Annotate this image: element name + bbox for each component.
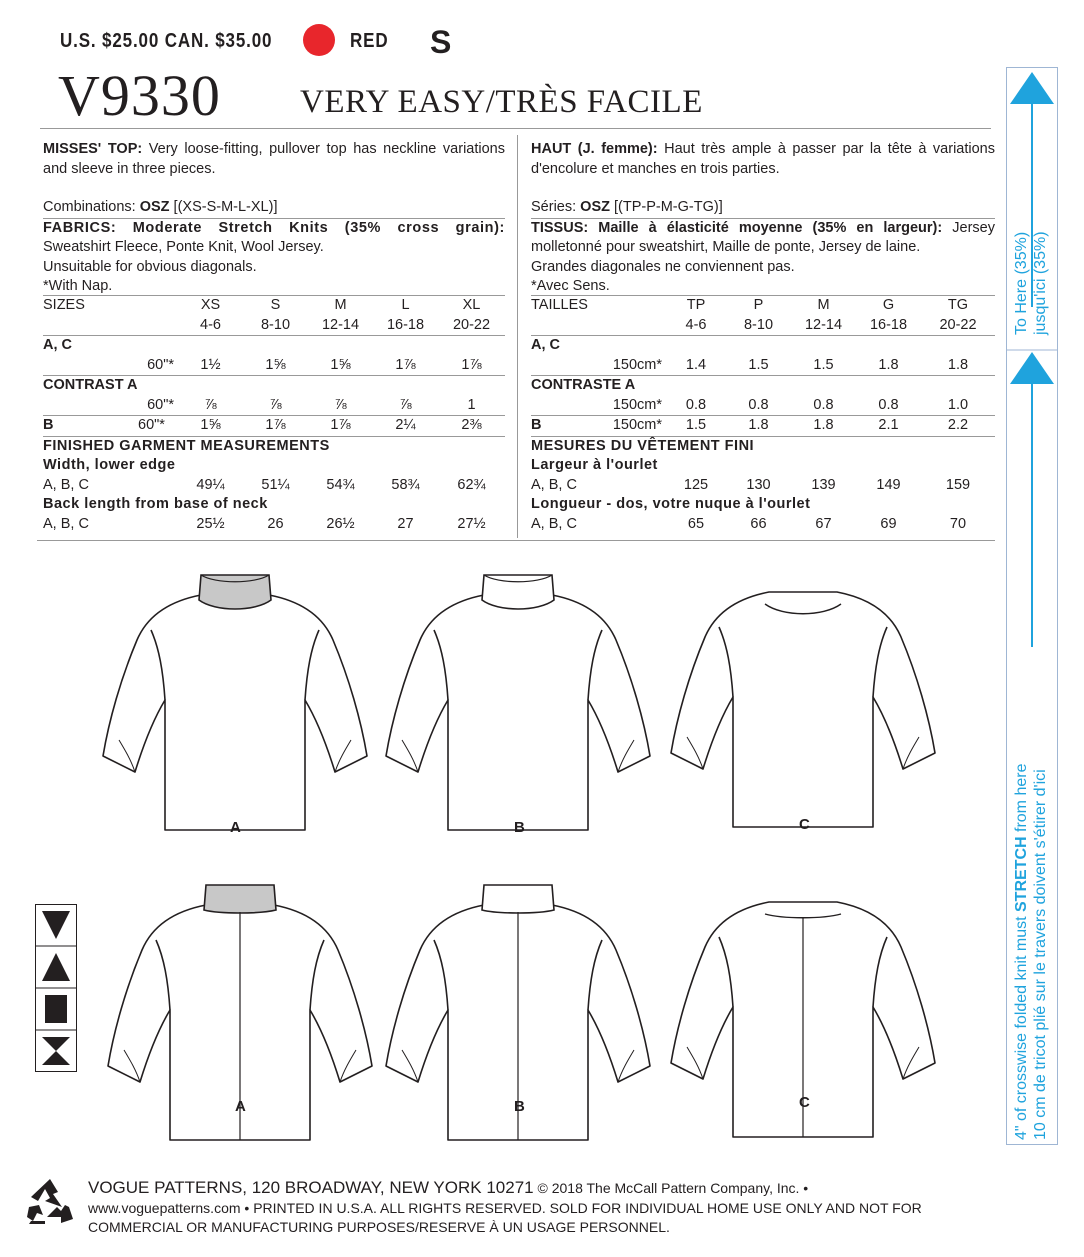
view-b-front xyxy=(386,575,650,830)
english-yardage-table: SIZES XS S M L XL 4-6 8-10 12-14 16-18 20-22 A, C 60"* 1½ 1⅝ 1⅝ 1⅞ 1⅞ CONTRAST A 60"* ⅞ ⅞ ⅞ ⅞ 1 B 60"* 1⅝ 1⅞ 1⅞ 2¼ 2⅜ FINISHED GARMENT MEASUREMENTS Width, lower edge A, B, C 49¼ 51¼ 54¾ 58¾ 62¾ Back length from base of neck A, B, C 25½ 26 26½ 27 27½ xyxy=(43,295,505,534)
view-label-b-back: B xyxy=(514,1098,525,1115)
symbol-key xyxy=(35,904,77,1072)
french-column xyxy=(531,140,995,297)
to-here-french: jusqu'ici (35%) xyxy=(1032,231,1049,335)
arrow-up-icon xyxy=(1010,352,1054,384)
pattern-number: V9330 xyxy=(58,63,221,128)
french-fabrics: TISSUS: Maille à élasticité moyenne (35% en largeur): Jersey molletonné pour sweatshirt, Maille de ponte, Jersey de laine. xyxy=(531,219,995,255)
french-unsuitable: Grandes diagonales ne conviennent pas. xyxy=(531,258,795,275)
english-fabrics: FABRICS: Moderate Stretch Knits (35% cross grain): Sweatshirt Fleece, Ponte Knit, Wool Jersey. xyxy=(43,219,505,255)
difficulty-label: VERY EASY/TRÈS FACILE xyxy=(300,84,703,120)
color-swatch xyxy=(303,24,335,56)
view-label-b-front: B xyxy=(514,819,525,836)
color-label: RED xyxy=(350,30,389,52)
recycle-icon xyxy=(25,1177,75,1225)
french-description: HAUT (J. femme): Haut très ample à passer par la tête à variations d'encolure et manches en trois parties. xyxy=(531,141,995,177)
table-bottom-rule xyxy=(37,540,995,541)
stretch-instruction-english: 4" of crosswise folded knit must STRETCH from here xyxy=(1013,763,1030,1140)
view-label-c-back: C xyxy=(799,1094,810,1111)
english-nap: *With Nap. xyxy=(43,278,113,294)
footer-line-2: www.voguepatterns.com • PRINTED IN U.S.A. ALL RIGHTS RESERVED. SOLD FOR INDIVIDUAL HOME USE ONLY AND NOT FOR xyxy=(88,1200,922,1216)
english-unsuitable: Unsuitable for obvious diagonals. xyxy=(43,258,257,275)
view-a-front xyxy=(103,575,367,830)
footer-line-3: COMMERCIAL OR MANUFACTURING PURPOSES/RESERVE À UN USAGE PERSONNEL. xyxy=(88,1219,670,1235)
english-combinations: Combinations: OSZ [(XS-S-M-L-XL)] xyxy=(43,199,278,215)
view-label-a-front: A xyxy=(230,819,241,836)
square-icon xyxy=(45,995,67,1023)
price-label: U.S. $25.00 CAN. $35.00 xyxy=(60,30,273,52)
view-label-c-front: C xyxy=(799,816,810,833)
view-label-a-back: A xyxy=(235,1098,246,1115)
to-here-english: To Here (35%) xyxy=(1013,231,1030,335)
french-yardage-table: TAILLES TP P M G TG 4-6 8-10 12-14 16-18 20-22 A, C 150cm* 1.4 1.5 1.5 1.8 1.8 CONTRASTE A 150cm* 0.8 0.8 0.8 0.8 1.0 B 150cm* 1.5 1.8 1.8 2.1 2.2 MESURES DU VÊTEMENT FINI Largeur à l'ourlet A, B, C 125 130 139 149 159 Longueur - dos, votre nuque à l'ourlet A, B, C 65 66 67 69 70 xyxy=(531,295,995,534)
arrow-up-icon xyxy=(1010,72,1054,104)
footer-line-1: VOGUE PATTERNS, 120 BROADWAY, NEW YORK 10271 © 2018 The McCall Pattern Company, Inc. • xyxy=(88,1178,809,1197)
french-combinations: Séries: OSZ [(TP-P-M-G-TG)] xyxy=(531,199,723,215)
header-rule xyxy=(40,128,991,129)
english-description: MISSES' TOP: Very loose-fitting, pullover top has neckline variations and sleeve in three pieces. xyxy=(43,141,505,177)
french-nap: *Avec Sens. xyxy=(531,278,610,294)
size-letter: S xyxy=(430,24,452,60)
english-column xyxy=(43,140,505,297)
view-c-front xyxy=(671,592,935,827)
garment-illustrations xyxy=(90,570,990,1150)
column-divider xyxy=(517,135,518,538)
stretch-instruction-french: 10 cm de tricot plié sur le travers doivent s'étirer d'ici xyxy=(1032,769,1049,1140)
